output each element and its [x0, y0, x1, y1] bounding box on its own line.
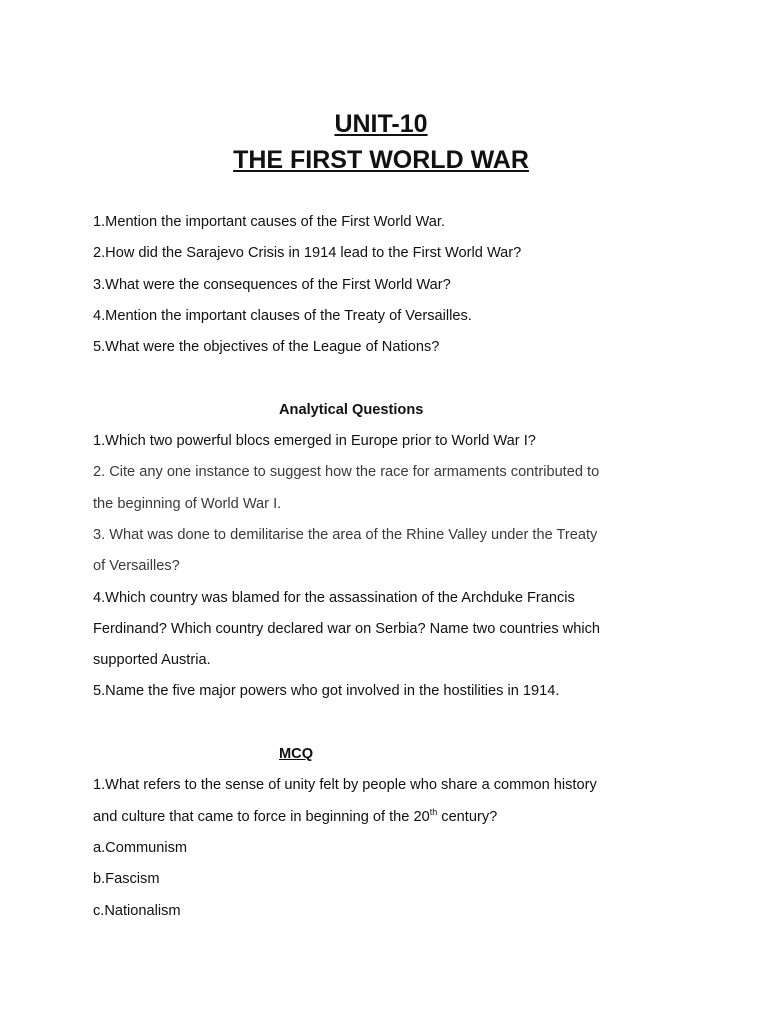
superscript: th [429, 806, 438, 817]
analytical-line: Ferdinand? Which country declared war on Serbia? Name two countries which [93, 620, 600, 637]
document-body [93, 207, 713, 927]
analytical-line: 5.Name the five major powers who got involved in the hostilities in 1914. [93, 683, 560, 700]
unit-title: UNIT-10 [334, 110, 428, 138]
analytical-line: of Versailles? [93, 558, 180, 575]
mcq-option: b.Fascism [93, 871, 160, 888]
analytical-line: 2. Cite any one instance to suggest how the race for armaments contributed to [93, 464, 600, 481]
question-1: 1.Mention the important causes of the First World War. [93, 214, 446, 230]
analytical-line: 4.Which country was blamed for the assassination of the Archduke Francis [93, 589, 575, 606]
chapter-title: THE FIRST WORLD WAR [233, 146, 529, 174]
question-4: 4.Mention the important clauses of the Treaty of Versailles. [93, 307, 472, 324]
analytical-line: supported Austria. [93, 652, 211, 669]
analytical-heading: Analytical Questions [279, 401, 424, 418]
question-3: 3.What were the consequences of the First World War? [93, 276, 451, 293]
mcq-heading: MCQ [279, 746, 314, 763]
mcq-option: a.Communism [93, 839, 188, 856]
question-2: 2.How did the Sarajevo Crisis in 1914 lead to the First World War? [93, 245, 522, 262]
question-5: 5.What were the objectives of the League of Nations? [93, 339, 440, 356]
mcq-question-line: 1.What refers to the sense of unity felt by people who share a common history [93, 777, 597, 794]
mcq-option: c.Nationalism [93, 902, 181, 919]
analytical-line: 1.Which two powerful blocs emerged in Europe prior to World War I? [93, 433, 536, 450]
mcq-question-line [93, 802, 713, 833]
analytical-line: 3. What was done to demilitarise the area of the Rhine Valley under the Treaty [93, 526, 598, 543]
mcq-text: century? [437, 808, 498, 825]
mcq-text: and culture that came to force in beginning of the 20 [93, 808, 430, 825]
analytical-line: the beginning of World War I. [93, 495, 282, 512]
